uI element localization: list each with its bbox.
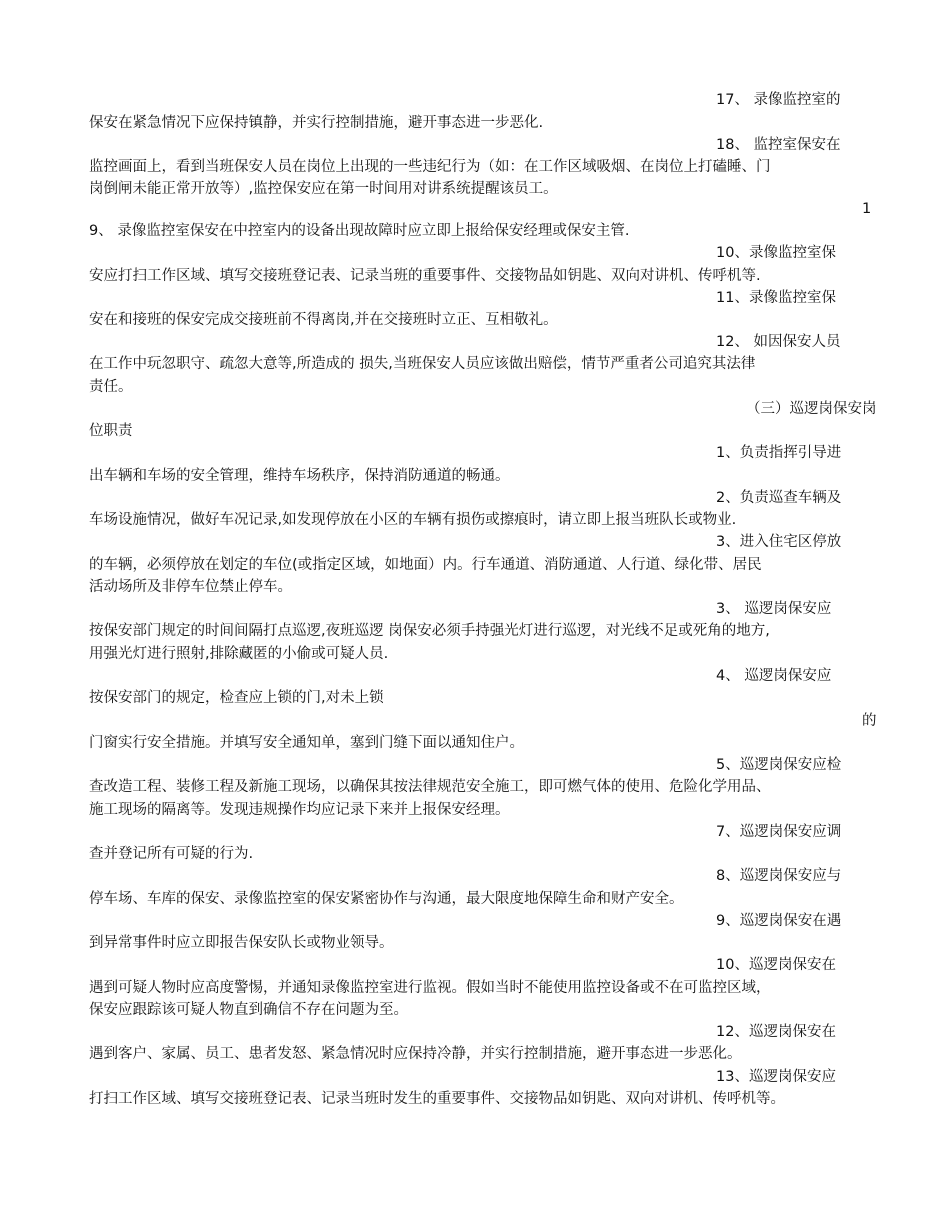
text-line: 9、 录像监控室保安在中控室内的设备出现故障时应立即上报给保安经理或保安主管. <box>89 223 630 239</box>
section-heading-continued: 位职责 <box>89 423 133 439</box>
text-line: 责任。 <box>89 379 133 395</box>
text-line: 在工作中玩忽职守、疏忽大意等,所造成的 损失,当班保安人员应该做出赔偿，情节严重者公司追究其法律 <box>89 356 756 372</box>
text-line: 保安应跟踪该可疑人物直到确信不存在问题为至。 <box>89 1002 408 1018</box>
text-line: 监控画面上，看到当班保安人员在岗位上出现的一些违纪行为（如：在工作区域吸烟、在岗位上打磕睡、门 <box>89 159 771 175</box>
text-line: 4、 巡逻岗保安应 <box>716 668 832 684</box>
page-number: 1 <box>862 201 872 217</box>
text-line: 9、巡逻岗保安在遇 <box>716 913 842 929</box>
text-line: 出车辆和车场的安全管理，维持车场秩序，保持消防通道的畅通。 <box>89 468 510 484</box>
text-line: 3、 巡逻岗保安应 <box>716 601 832 617</box>
text-line: 门窗实行安全措施。并填写安全通知单，塞到门缝下面以通知住户。 <box>89 735 524 751</box>
text-line: 17、 录像监控室的 <box>716 92 841 108</box>
text-line: 13、巡逻岗保安应 <box>716 1069 836 1085</box>
text-line: 查改造工程、装修工程及新施工现场，以确保其按法律规范安全施工，即可燃气体的使用、危险化学用品、 <box>89 779 771 795</box>
text-line: 遇到客户、家属、员工、患者发怒、紧急情况时应保持冷静，并实行控制措施，避开事态进一步恶化。 <box>89 1046 742 1062</box>
text-line: 的车辆，必须停放在划定的车位(或指定区域，如地面）内。行车通道、消防通道、人行道、绿化带、居民 <box>89 557 762 573</box>
section-heading: （三）巡逻岗保安岗 <box>746 401 877 417</box>
text-line: 活动场所及非停车位禁止停车。 <box>89 579 292 595</box>
text-line: 岗倒闸未能正常开放等）,监控保安应在第一时间用对讲系统提醒该员工。 <box>89 181 558 197</box>
text-line: 3、进入住宅区停放 <box>716 534 842 550</box>
text-line: 1、负责指挥引导进 <box>716 445 842 461</box>
text-line: 车场设施情况，做好车况记录,如发现停放在小区的车辆有损伤或擦痕时，请立即上报当班队长或物业. <box>89 512 737 528</box>
text-line: 查并登记所有可疑的行为. <box>89 846 254 862</box>
text-line: 保安在紧急情况下应保持镇静，并实行控制措施，避开事态进一步恶化. <box>89 115 544 131</box>
text-line: 遇到可疑人物时应高度警惕，并通知录像监控室进行监视。假如当时不能使用监控设备或不在可监控区域， <box>89 980 771 996</box>
text-line: 用强光灯进行照射,排除藏匿的小偷或可疑人员. <box>89 646 389 662</box>
text-line: 安在和接班的保安完成交接班前不得离岗,并在交接班时立正、互相敬礼。 <box>89 312 558 328</box>
text-line: 18、 监控室保安在 <box>716 137 841 153</box>
text-line: 按保安部门的规定，检查应上锁的门,对未上锁 <box>89 690 384 706</box>
text-line: 施工现场的隔离等。发现违规操作均应记录下来并上报保安经理。 <box>89 802 510 818</box>
text-line: 12、 如因保安人员 <box>716 334 841 350</box>
text-line: 到异常事件时应立即报告保安队长或物业领导。 <box>89 935 394 951</box>
text-line: 安应打扫工作区域、填写交接班登记表、记录当班的重要事件、交接物品如钥匙、双向对讲机、传呼机等. <box>89 268 761 284</box>
text-line: 2、负责巡查车辆及 <box>716 490 842 506</box>
text-line: 8、巡逻岗保安应与 <box>716 868 842 884</box>
text-line: 按保安部门规定的时间间隔打点巡逻,夜班巡逻 岗保安必须手持强光灯进行巡逻，对光线不足或死角的地方, <box>89 623 770 639</box>
text-line: 10、巡逻岗保安在 <box>716 957 836 973</box>
text-line: 12、巡逻岗保安在 <box>716 1024 836 1040</box>
text-line: 5、巡逻岗保安应检 <box>716 757 842 773</box>
text-line: 11、录像监控室保 <box>716 290 836 306</box>
text-line: 打扫工作区域、填写交接班登记表、记录当班时发生的重要事件、交接物品如钥匙、双向对讲机、传呼机等。 <box>89 1091 785 1107</box>
text-line: 7、巡逻岗保安应调 <box>716 824 842 840</box>
text-line: 的 <box>862 713 877 729</box>
text-line: 10、录像监控室保 <box>716 245 836 261</box>
text-line: 停车场、车库的保安、录像监控室的保安紧密协作与沟通，最大限度地保障生命和财产安全。 <box>89 891 684 907</box>
